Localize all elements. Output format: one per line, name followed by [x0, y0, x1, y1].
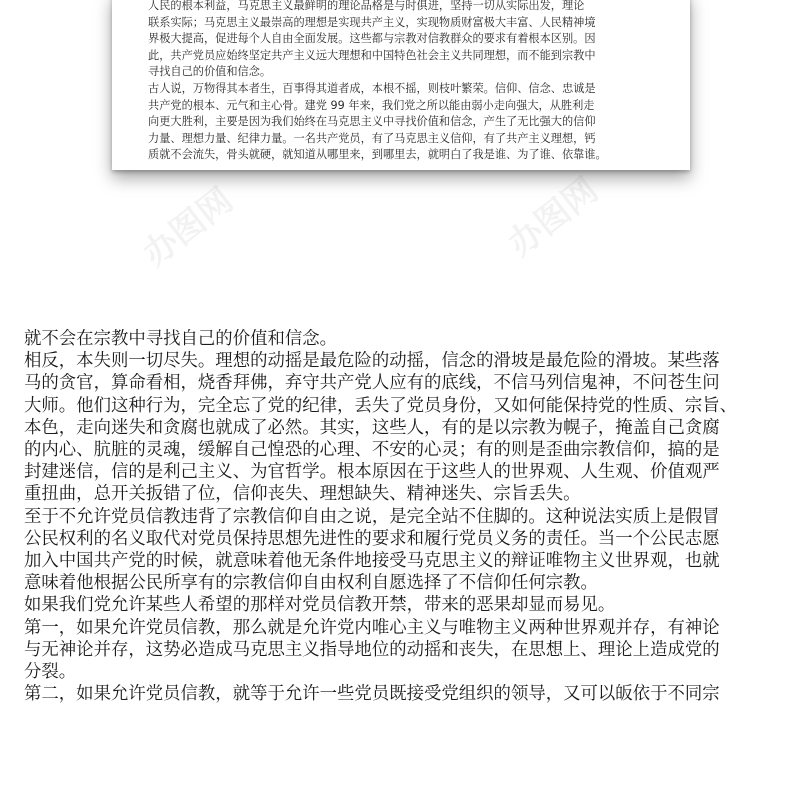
- paragraph-line: 就不会在宗教中寻找自己的价值和信念。: [24, 329, 338, 349]
- paragraph-line: 的内心、肮脏的灵魂，缓解自己惶恐的心理、不安的心灵；有的则是歪曲宗教信仰，搞的是: [24, 440, 720, 461]
- document-preview-text: [148, 0, 663, 164]
- card-line: 共产党的根本、元气和主心骨。建党 99 年来，我们党之所以能由弱小走向强大，从胜利走: [148, 98, 595, 112]
- paragraph-line: 第一，如果允许党员信教，那么就是允许党内唯心主义与唯物主义两种世界观并存，有神论: [24, 617, 720, 638]
- card-line: 界极大提高，促进每个人自由全面发展。这些都与宗教对信教群众的要求有着根本区别。因: [148, 32, 596, 46]
- card-line: 古人说，万物得其本者生，百事得其道者成，本根不摇，则枝叶繁荣。信仰、信念、忠诚是: [148, 81, 596, 95]
- document-preview-card: [112, 0, 690, 170]
- paragraph-line: 封建迷信，信的是利己主义、为官哲学。根本原因在于这些人的世界观、人生观、价值观严: [24, 462, 720, 483]
- paragraph-line: 第二，如果允许党员信教，就等于允许一些党员既接受党组织的领导，又可以皈依于不同宗: [24, 684, 720, 705]
- card-line: 寻找自己的价值和信念。: [148, 65, 272, 79]
- card-line: 力量、理想力量、纪律力量。一名共产党员，有了马克思主义信仰，有了共产主义理想，钙: [148, 131, 596, 145]
- card-line: 联系实际；马克思主义最崇高的理想是实现共产主义，实现物质财富极大丰富、人民精神境: [148, 15, 596, 29]
- paragraph-line: 至于不允许党员信教违背了宗教信仰自由之说，是完全站不住脚的。这种说法实质上是假冒: [24, 506, 720, 527]
- card-line: 向更大胜利，主要是因为我们始终在马克思主义中寻找价值和信念，产生了无比强大的信仰: [148, 115, 596, 129]
- watermark: 办图网: [135, 180, 241, 275]
- card-line: 质就不会流失，骨头就硬，就知道从哪里来，到哪里去，就明白了我是谁、为了谁、依靠谁。: [148, 148, 607, 162]
- paragraph-line: 相反，本失则一切尽失。理想的动摇是最危险的动摇，信念的滑坡是最危险的滑坡。某些落: [24, 351, 720, 372]
- paragraph-line: 分裂。: [24, 662, 77, 683]
- card-line: 此，共产党员应始终坚定共产主义远大理想和中国特色社会主义共同理想，而不能到宗教中: [148, 48, 596, 62]
- paragraph-line: 重扭曲，总开关扳错了位，信仰丧失、理想缺失、精神迷失、宗旨丢失。: [24, 484, 581, 505]
- paragraph-line: 与无神论并存，这势必造成马克思主义指导地位的动摇和丧失，在思想上、理论上造成党的: [24, 639, 720, 660]
- paragraph-line: 公民权利的名义取代对党员保持思想先进性的要求和履行党员义务的责任。当一个公民志愿: [24, 528, 720, 549]
- paragraph-line: 如果我们党允许某些人希望的那样对党员信教开禁，带来的恶果却显而易见。: [24, 595, 616, 616]
- paragraph-line: 本色，走向迷失和贪腐也就成了必然。其实，这些人，有的是以宗教为幌子，掩盖自己贪腐: [24, 417, 720, 438]
- document-body: [24, 328, 784, 705]
- paragraph-line: 加入中国共产党的时候，就意味着他无条件地接受马克思主义的辩证唯物主义世界观，也就: [24, 551, 720, 572]
- paragraph-line: 大师。他们这种行为，完全忘了党的纪律，丢失了党员身份，又如何能保持党的性质、宗旨、: [24, 395, 738, 416]
- paragraph-line: 马的贪官，算命看相，烧香拜佛，弃守共产党人应有的底线，不信马列信鬼神，不问苍生问: [24, 373, 720, 394]
- watermark: 办图网: [500, 170, 606, 265]
- card-line: 人民的根本利益，马克思主义最鲜明的理论品格是与时俱进，坚持一切从实际出发，理论: [148, 0, 585, 12]
- paragraph-line: 意味着他根据公民所享有的宗教信仰自由权利自愿选择了不信仰任何宗教。: [24, 573, 598, 594]
